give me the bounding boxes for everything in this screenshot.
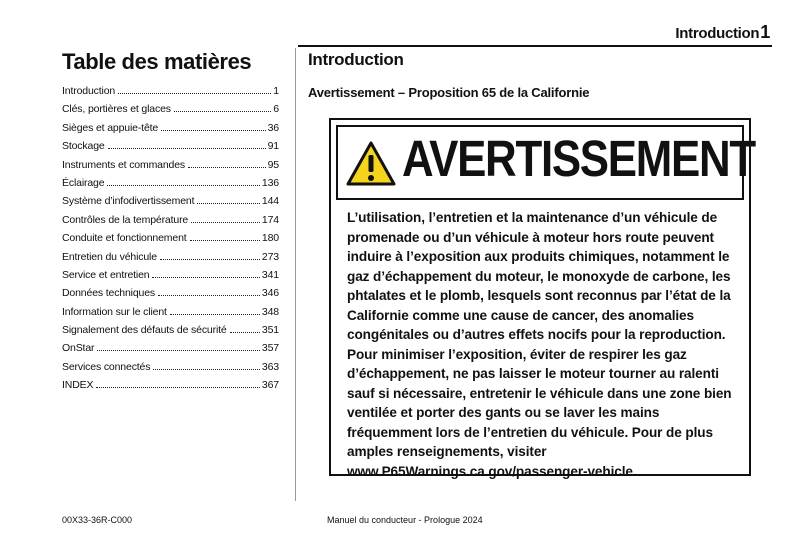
toc-entry-page: 348 [261,305,279,318]
toc-entry-page: 95 [267,158,279,171]
toc-leader-dots [118,93,271,94]
toc-entry-label: INDEX [62,379,94,392]
toc-entry[interactable] [62,306,279,324]
toc-entry-page: 144 [261,195,279,208]
toc-leader-dots [197,203,260,204]
toc-entry-label: Système d’infodivertissement [62,195,195,208]
toc-entry-label: Service et entretien [62,268,150,281]
footer-code: 00X33-36R-C000 [62,515,133,525]
toc-entry-page: 180 [261,232,279,245]
toc-entry[interactable] [62,342,279,360]
warning-paragraph-2: Pour minimiser l’exposition, éviter de respirer les gaz d’échappement, ne pas laisser le moteur tourner au ralenti sauf si nécessaire, entretenir le véhicule dans une zone bien ventilée et porter des gants ou se laver les mains fréquemment lors de l’entretien du véhicule. Pour de plus amples renseignements, visiter www.P65Warnings.ca.gov/passenger-vehicle. [347,346,732,479]
toc-leader-dots [96,387,260,388]
toc-leader-dots [97,350,260,351]
toc-leader-dots [230,332,260,333]
toc-leader-dots [170,314,260,315]
toc-leader-dots [153,369,260,370]
toc-entry-label: OnStar [62,342,95,355]
toc-entry[interactable] [62,140,279,158]
toc-leader-dots [161,130,266,131]
toc-entry-page: 91 [267,140,279,153]
running-header [675,22,770,43]
toc-entry-label: Sièges et appuie-tête [62,121,159,134]
toc-entry-page: 136 [261,176,279,189]
toc-entry-page: 36 [267,121,279,134]
toc-leader-dots [152,277,259,278]
toc-entry-label: Contrôles de la température [62,213,189,226]
toc-entry-label: Données techniques [62,287,156,300]
toc-entry[interactable] [62,214,279,232]
footer-manual-title: Manuel du conducteur - Prologue 2024 [327,515,483,525]
toc-entry-label: Conduite et fonctionnement [62,232,187,245]
toc-title: Table des matières [62,49,252,74]
toc-entry-label: Information sur le client [62,305,167,318]
toc-leader-dots [158,295,260,296]
toc-entry-page: 351 [261,324,279,337]
toc-entry[interactable] [62,269,279,287]
toc-entry-label: Stockage [62,140,105,153]
toc-entry-page: 363 [261,360,279,373]
toc-entry-label: Entretien du véhicule [62,250,157,263]
warning-heading: AVERTISSEMENT [402,130,755,187]
toc-entry[interactable] [62,103,279,121]
toc-entry-page: 174 [261,213,279,226]
warning-header [336,125,755,200]
toc-list [62,85,279,398]
toc-entry[interactable] [62,361,279,379]
toc-entry[interactable] [62,195,279,213]
toc-entry-label: Instruments et commandes [62,158,186,171]
toc-entry[interactable] [62,159,279,177]
toc-leader-dots [108,148,266,149]
toc-entry[interactable] [62,177,279,195]
toc-entry[interactable] [62,287,279,305]
toc-entry[interactable] [62,324,279,342]
toc-entry-page: 346 [261,287,279,300]
warning-box [329,118,755,479]
warning-text [347,208,747,481]
header-rule [298,45,772,47]
subsection-title: Avertissement – Proposition 65 de la Californie [308,85,590,100]
toc-leader-dots [107,185,259,186]
toc-entry-label: Services connectés [62,360,151,373]
toc-entry-page: 1 [273,85,279,97]
toc-leader-dots [160,259,260,260]
toc-entry-page: 367 [261,379,279,392]
toc-entry[interactable] [62,251,279,269]
toc-entry-page: 6 [273,103,279,116]
toc-entry-label: Signalement des défauts de sécurité [62,324,227,337]
column-divider [295,48,296,501]
toc-entry-page: 273 [261,250,279,263]
page-number: 1 [760,22,770,42]
toc-entry-label: Introduction [62,85,116,97]
toc-entry[interactable] [62,232,279,250]
running-header-title: Introduction [675,25,760,42]
section-title: Introduction [308,50,404,69]
toc-entry[interactable] [62,122,279,140]
toc-leader-dots [191,222,260,223]
warning-triangle-icon [346,141,396,186]
toc-leader-dots [188,167,266,168]
toc-entry-label: Clés, portières et glaces [62,103,171,116]
toc-entry-label: Éclairage [62,176,105,189]
toc-entry-page: 357 [261,342,279,355]
toc-leader-dots [174,111,271,112]
toc-entry-page: 341 [261,268,279,281]
toc-entry[interactable] [62,85,279,103]
toc-leader-dots [190,240,260,241]
warning-paragraph-1: L’utilisation, l’entretien et la maintenance d’un véhicule de promenade ou d’un véhicule à moteur hors route peuvent induire à l’exposition aux produits chimiques, notamment le gaz d’échappement du moteur, le monoxyde de carbone, les phtalates et le plomb, lesquels sont reconnus par l’état de la Californie comme une cause de cancer, des anomalies congénitales ou d’autres effets nocifs pour la reproduction. [347,210,731,342]
toc-entry[interactable] [62,379,279,397]
